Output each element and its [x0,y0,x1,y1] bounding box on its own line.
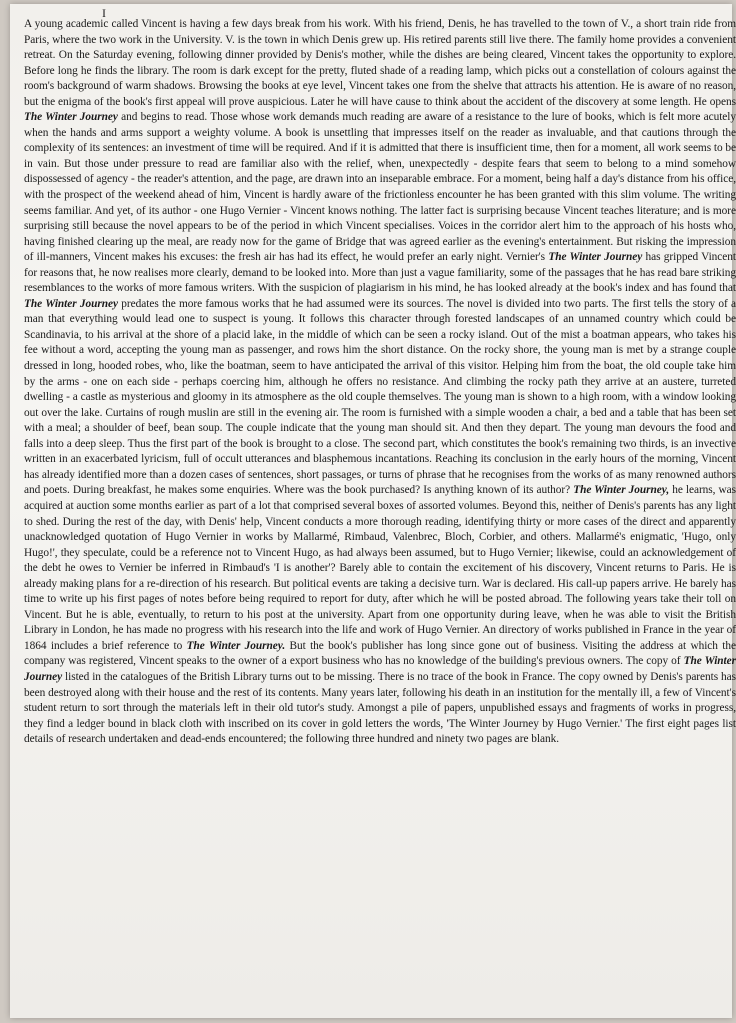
book-title-italic: The Winter Journey [24,111,118,124]
book-title-italic: The Winter Journey, [573,484,670,497]
text-run: has gripped Vincent for reasons that, he now realises more clearly, demand to be looked into. More than just a vague familiarity, some of the passages that he has read bare striking resemblances to the works of more famous writers. With the suspicion of plagiarism in his mind, he has looked already at the book's index and has found that [24,251,736,295]
document-page [10,4,736,1018]
text-run: But the book's publisher has long since gone out of business. Visiting the address at which the company was registered, Vincent speaks to the owner of a export business who has no knowledge of the building's previous owners. The copy of [24,639,736,668]
page-mark: I [102,6,106,20]
book-title-italic: The Winter Journey [548,251,643,264]
text-run: A young academic called Vincent is having a few days break from his work. With his friend, Denis, he has travelled to the town of V., a short train ride from Paris, where the two work in the University. V. is the town in which Denis grew up. His retired parents still live there. The family home provides a convenient retreat. On the Saturday evening, following dinner provided by Denis's mother, while the dishes are being cleared, Vincent takes the opportunity to explore. Before long he finds the library. The room is dark except for the pretty, fluted shade of a reading lamp, which picks out a constellation of colours against the room's background of warm shadows. Browsing the books at eye level, Vincent takes one from the shelve that attracts his attention. He is aware of no reason, but the enigma of the book's first appeal will prove auspicious. Later he will have cause to think about the accident of the discovery at some length. He opens [24,18,736,108]
text-run: he learns, was acquired at auction some months earlier as part of a lot that comprised several boxes of assorted volumes. Beyond this, neither of Denis's parents has any light to shed. During the rest of the day, with Denis' help, Vincent conducts a more thorough reading, identifying thirty or more cases of the direct and apparently unacknowledged quotation of Hugo Vernier in works by Mallarmé, Rimbaud, Valenbrec, Bloch, Corbier, and others. Mallarmé's enigmatic, 'Hugo, only Hugo!', they speculate, could be a reference not to Vincent Hugo, as had always been assumed, but to Hugo Vernier; likewise, could an acknowledgement of the debt he owes to Vernier be inferred in Rimbaud's 'I is another'? Barely able to contain the excitement of his discovery, Vincent returns to Paris. He is already making plans for a re-direction of his research. But political events are taking a decisive turn. War is declared. His call-up papers arrive. He barely has time to write up his first pages of notes before being required to report for duty, after which he will be posted abroad. The following years take their toll on Vincent. But he is able, eventually, to return to his post at the university. Apart from one opportunity during leave, when he was able to visit the British Library in London, he has made no progress with his research into the life and work of Hugo Vernier. An directory of works published in France in the year of 1864 includes a brief reference to [24,484,736,652]
body-paragraph [24,17,736,748]
book-title-italic: The Winter Journey. [186,639,286,652]
book-title-italic: The Winter Journey [24,655,736,683]
text-run: listed in the catalogues of the British Library turns out to be missing. There is no trace of the book in France. The copy owned by Denis's parents has been destroyed along with their house and the rest of its contents. Many years later, following his death in an institution for the mentally ill, a few of Vincent's student return to sort through the materials left in their old tutor's study. Amongst a pile of papers, unpublished essays and fragments of works in progress, they find a ledger bound in black cloth with inscribed on its cover in gold letters the words, 'The Winter Journey by Hugo Vernier.' The first eight pages list details of research undertaken and dead-ends encountered; the following three hundred and ninety two pages are blank. [24,670,736,746]
book-title-italic: The Winter Journey [24,297,119,310]
text-run: predates the more famous works that he had assumed were its sources. The novel is divided into two parts. The first tells the story of a man that everything would lead one to suspect is young. It follows this character through forested landscapes of an unnamed country which could be Scandinavia, to his arrival at the shore of a placid lake, in the middle of which can be seen a rocky island. Out of the mist a boatman appears, who takes his fee without a word, accepting the young man as passenger, and rows him the short distance. On the rocky shore, the young man is met by a strange couple dressed in long, hooded robes, who, like the boatman, seem to have anticipated the arrival of this visitor. Helping him from the boat, the old couple take him by the arms - one on each side - perhaps coercing him, although he offers no resistance. And climbing the rocky path they arrive at an austere, turreted dwelling - a castle as mysterious and gloomy in its atmosphere as the old couple themselves. The young man is shown to a high room, with a window looking out over the lake. Curtains of rough muslin are still in the evening air. The room is furnished with a simple wooden a chair, a bed and a table that has been set with a meal; a shoulder of beef, bean soup. The couple indicate that the young man should sit. And then they depart. The young man devours the food and falls into a deep sleep. Thus the first part of the book is brought to a close. The second part, which constitutes the book's remaining two thirds, is an invective written in an exacerbated lyricism, full of occult utterances and blasphemous incantations. Reaching its conclusion in the early hours of the morning, Vincent has already identified more than a dozen cases of sentences, short passages, or turns of phrase that he recognises from the works of as many renowned authors and poets. During breakfast, he makes some enquiries. Where was the book purchased? Is anything known of its author? [24,297,736,497]
text-run: and begins to read. Those whose work demands much reading are aware of a resistance to the lure of books, which is felt more acutely when the hands and arms support a weighty volume. A book is unsettling that impresses itself on the reader as invaluable, and that cautions through the complexity of its sentences: an investment of time will be required. And if it is admitted that there is insufficient time, then for a moment, all work seems to be in vain. But those under pressure to read are familiar also with the relief, when, unexpectedly - despite fears that seem to belong to a mind somehow dispossessed of agency - the reader's attention, and the page, are drawn into an inseparable embrace. For a moment, being half a day's distance from his office, with the prospect of the weekend ahead of him, Vincent is hardly aware of the frictionless encounter he has been granted with this slim volume. The writing seems familiar. And yet, of its author - one Hugo Vernier - Vincent knows nothing. The latter fact is surprising because Vincent teaches literature; and is more surprising still because the novel appears to be of the period in which Vincent specialises. Voices in the corridor alert him to the approach of his hosts who, having finished clearing up the meal, are ready now for the game of Bridge that was agreed earlier as the evening's entertainment. But risking the impression of ill-manners, Vincent makes his excuses: the fresh air has had its effect, he would prefer an early night. Vernier's [24,111,736,264]
